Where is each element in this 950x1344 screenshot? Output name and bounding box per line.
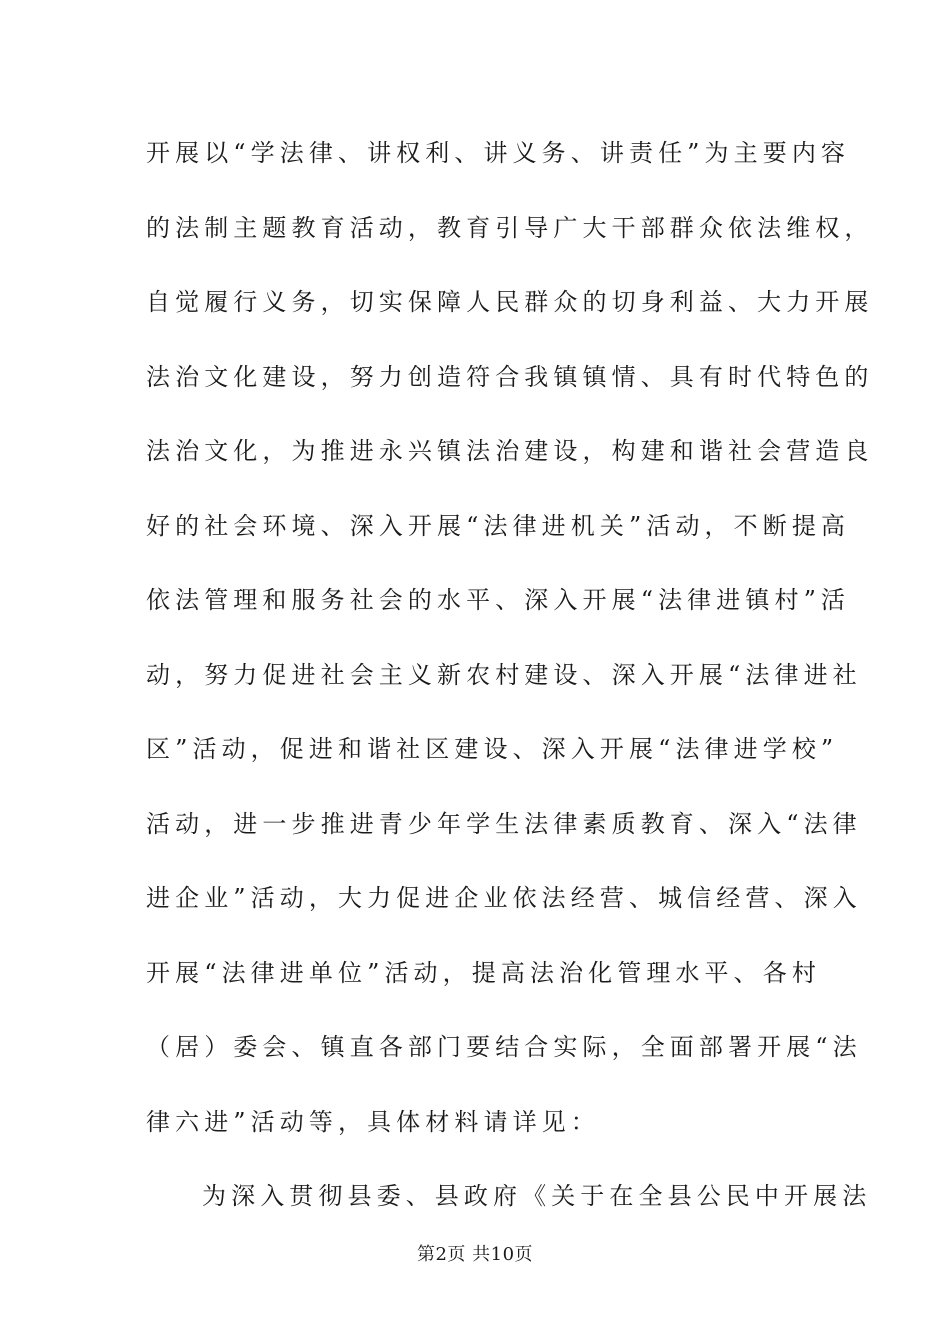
text-line-10: 活动，进一步推进青少年学生法律素质教育、深入“法律 xyxy=(146,809,862,838)
text-line-12: 开展“法律进单位”活动，提高法治化管理水平、各村 xyxy=(146,958,821,987)
text-line-5: 法治文化，为推进永兴镇法治建设，构建和谐社会营造良 xyxy=(146,437,874,465)
text-line-8: 动，努力促进社会主义新农村建设、深入开展“法律进社 xyxy=(146,660,862,689)
text-line-11: 进企业”活动，大力促进企业依法经营、城信经营、深入 xyxy=(146,884,862,912)
text-line-14: 律六进”活动等，具体材料请详见： xyxy=(146,1107,600,1136)
text-line-4: 法治文化建设，努力创造符合我镇镇情、具有时代特色的 xyxy=(146,362,874,391)
text-line-7: 依法管理和服务社会的水平、深入开展“法律进镇村”活 xyxy=(146,586,851,614)
text-line-3: 自觉履行义务，切实保障人民群众的切身利益、大力开展 xyxy=(146,288,874,316)
paragraph-start-line: 为深入贯彻县委、县政府《关于在全县公民中开展法 xyxy=(202,1182,872,1210)
text-line-9: 区”活动，促进和谐社区建设、深入开展“法律进学校” xyxy=(146,735,839,763)
text-line-13: （居）委会、镇直各部门要结合实际，全面部署开展“法 xyxy=(146,1033,862,1061)
text-line-2: 的法制主题教育活动，教育引导广大干部群众依法维权， xyxy=(146,213,874,242)
page-number-footer: 第2页 共10页 xyxy=(416,1244,534,1265)
text-line-1: 开展以“学法律、讲权利、讲义务、讲责任”为主要内容 xyxy=(146,139,851,167)
text-line-6: 好的社会环境、深入开展“法律进机关”活动，不断提高 xyxy=(146,511,851,540)
document-body xyxy=(146,128,874,1246)
